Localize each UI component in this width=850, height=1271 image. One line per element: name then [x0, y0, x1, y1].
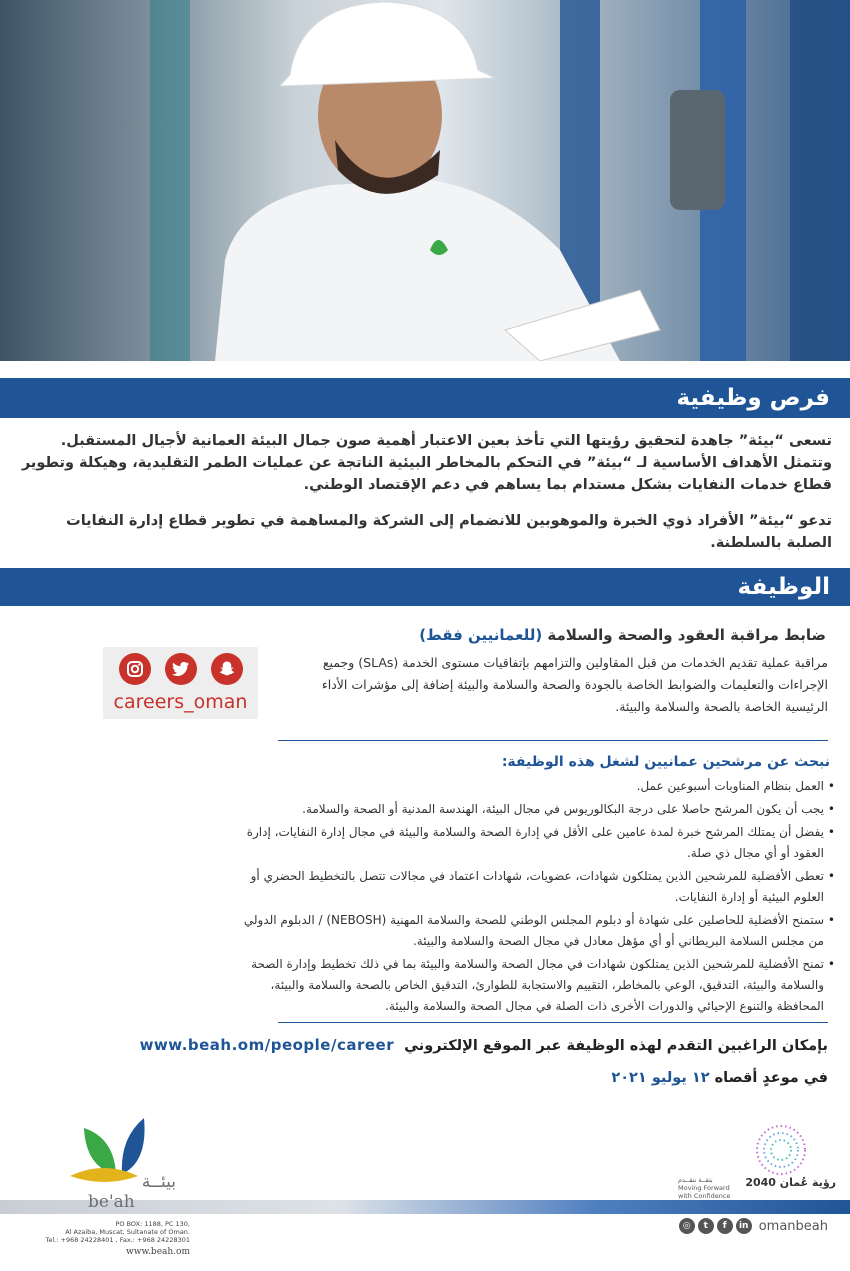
- logo-arabic: بيئــة: [141, 1172, 176, 1192]
- section-header-text: الوظيفة: [737, 574, 830, 600]
- address-line: Al Azaiba, Muscat, Sultanate of Oman.: [65, 1228, 190, 1236]
- section-header-job: [0, 568, 850, 606]
- job-description: مراقبة عملية تقديم الخدمات من قبل المقاولين والتزامهم بإتفاقيات مستوى الخدمة (SLAs) وجميع الإجراءات والتعليمات والضوابط الخاصة بالجودة والصحة والسلامة والبيئة إضافة إلى مؤشرات الأداء الرئيسية الخاصة بالصحة والسلامة والبيئة.: [321, 655, 828, 714]
- divider: [278, 740, 828, 741]
- apply-text: بإمكان الراغبين التقدم لهذه الوظيفة عبر الموقع الإلكتروني: [404, 1038, 828, 1054]
- company-address: [40, 1220, 190, 1258]
- requirement-item: • تعطى الأفضلية للمرشحين الذين يمتلكون شهادات، عضويات، شهادات اعتماد في مجالات تتصل بالتخطيط الحضري أو العلوم البيئية أو إدارة النفايات.: [240, 866, 824, 908]
- address-line: PO BOX: 1188, PC 130,: [115, 1220, 190, 1228]
- beah-logo: [60, 1118, 190, 1212]
- requirement-item: • ستمنح الأفضلية للحاصلين على شهادة أو دبلوم المجلس الوطني للصحة والسلامة المهنية (NEBOSH) / الدبلوم الدولي من مجلس السلامة البريطاني أو أي مؤهل معادل في مجال الصحة والسلامة والبيئة.: [240, 910, 824, 952]
- instagram-icon[interactable]: ◎: [679, 1218, 695, 1234]
- section-header-text: فرص وظيفية: [676, 385, 830, 411]
- job-title-text: ضابط مراقبة العقود والصحة والسلامة: [547, 626, 826, 644]
- facebook-icon[interactable]: f: [717, 1218, 733, 1234]
- requirement-item: • العمل بنظام المناوبات أسبوعين عمل.: [240, 776, 824, 797]
- requirements-list: [240, 776, 836, 1019]
- job-title: [419, 626, 826, 644]
- logo-english: be'ah: [88, 1192, 135, 1212]
- job-nationality-note: (للعمانيين فقط): [419, 626, 543, 644]
- requirements-heading: نبحث عن مرشحين عمانيين لشغل هذه الوظيفة:: [501, 754, 830, 770]
- vision-tagline-en-1: Moving Forward: [678, 1184, 730, 1192]
- vision-dots-icon: [726, 1120, 836, 1180]
- careers-handle[interactable]: careers_oman: [113, 691, 248, 713]
- section-header-opportunities: [0, 378, 850, 418]
- divider: [278, 1022, 828, 1023]
- oman-vision-logo: [676, 1120, 836, 1198]
- deadline-text: في موعدٍ أقصاه: [714, 1070, 828, 1086]
- deadline: [611, 1070, 828, 1086]
- website-link[interactable]: www.beah.om: [126, 1247, 190, 1257]
- apply-line: [140, 1036, 828, 1054]
- intro-paragraph-1: تسعى “بيئة” جاهدة لتحقيق رؤيتها التي تأخذ بعين الاعتبار أهمية صون جمال البيئة العمانية لأجيال المستقبل. وتتمثل الأهداف الأساسية لـ “بيئة” في التحكم بالمخاطر البيئية الناتجة عن عمليات الطمر التقليدية، وهيكلة وتطوير قطاع خدمات النفايات بشكل مستدام بما يساهم في دعم الإقتصاد الوطني.: [21, 433, 832, 493]
- careers-social-box[interactable]: [103, 647, 258, 719]
- requirement-item: • يجب أن يكون المرشح حاصلا على درجة البكالوريوس في مجال البيئة، الهندسة المدنية أو الصحة والسلامة.: [240, 799, 824, 820]
- requirement-item: • يفضل أن يمتلك المرشح خبرة لمدة عامين على الأقل في إدارة الصحة والسلامة والبيئة في مجال إدارة النفايات، إدارة العقود أو أي مجال ذي صلة.: [240, 822, 824, 864]
- deadline-date: ١٢ يوليو ٢٠٢١: [611, 1070, 710, 1086]
- twitter-icon[interactable]: t: [698, 1218, 714, 1234]
- requirement-item: • تمنح الأفضلية للمرشحين الذين يمتلكون شهادات في مجال الصحة والسلامة والبيئة بما في ذلك تخطيط وإدارة الصحة والسلامة والبيئة، التدقيق، الوعي بالمخاطر، التقييم والاستجابة للطوارئ، التدقيق الخاص بالصحة والسلامة والبيئة، المحافظة والتنوع الإحيائي والدورات الأخرى ذات الصلة في مجال الصحة والسلامة والبيئة.: [240, 954, 824, 1017]
- hero-photo: [0, 0, 850, 361]
- intro-paragraph-2: تدعو “بيئة” الأفراد ذوي الخبرة والموهوبين للانضمام إلى الشركة والمساهمة في تطوير قطاع إدارة النفايات الصلبة بالسلطنة.: [66, 513, 832, 551]
- career-url-link[interactable]: www.beah.om/people/career: [139, 1036, 395, 1054]
- vision-title: رؤية عُمان 2040: [745, 1176, 836, 1189]
- twitter-icon[interactable]: [165, 653, 197, 685]
- footer-social: [679, 1218, 828, 1234]
- snapchat-icon[interactable]: [211, 653, 243, 685]
- instagram-icon[interactable]: [119, 653, 151, 685]
- address-line: Tel.: +968 24228401 , Fax.: +968 24228301: [45, 1236, 190, 1244]
- vision-tagline-en-2: with Confidence: [678, 1192, 731, 1200]
- worker-illustration: [0, 0, 850, 361]
- footer-social-handle[interactable]: omanbeah: [758, 1218, 828, 1234]
- vision-tagline-ar: بثقــة نتقــدم: [678, 1176, 713, 1184]
- vision-tagline: [678, 1176, 730, 1200]
- linkedin-icon[interactable]: in: [736, 1218, 752, 1234]
